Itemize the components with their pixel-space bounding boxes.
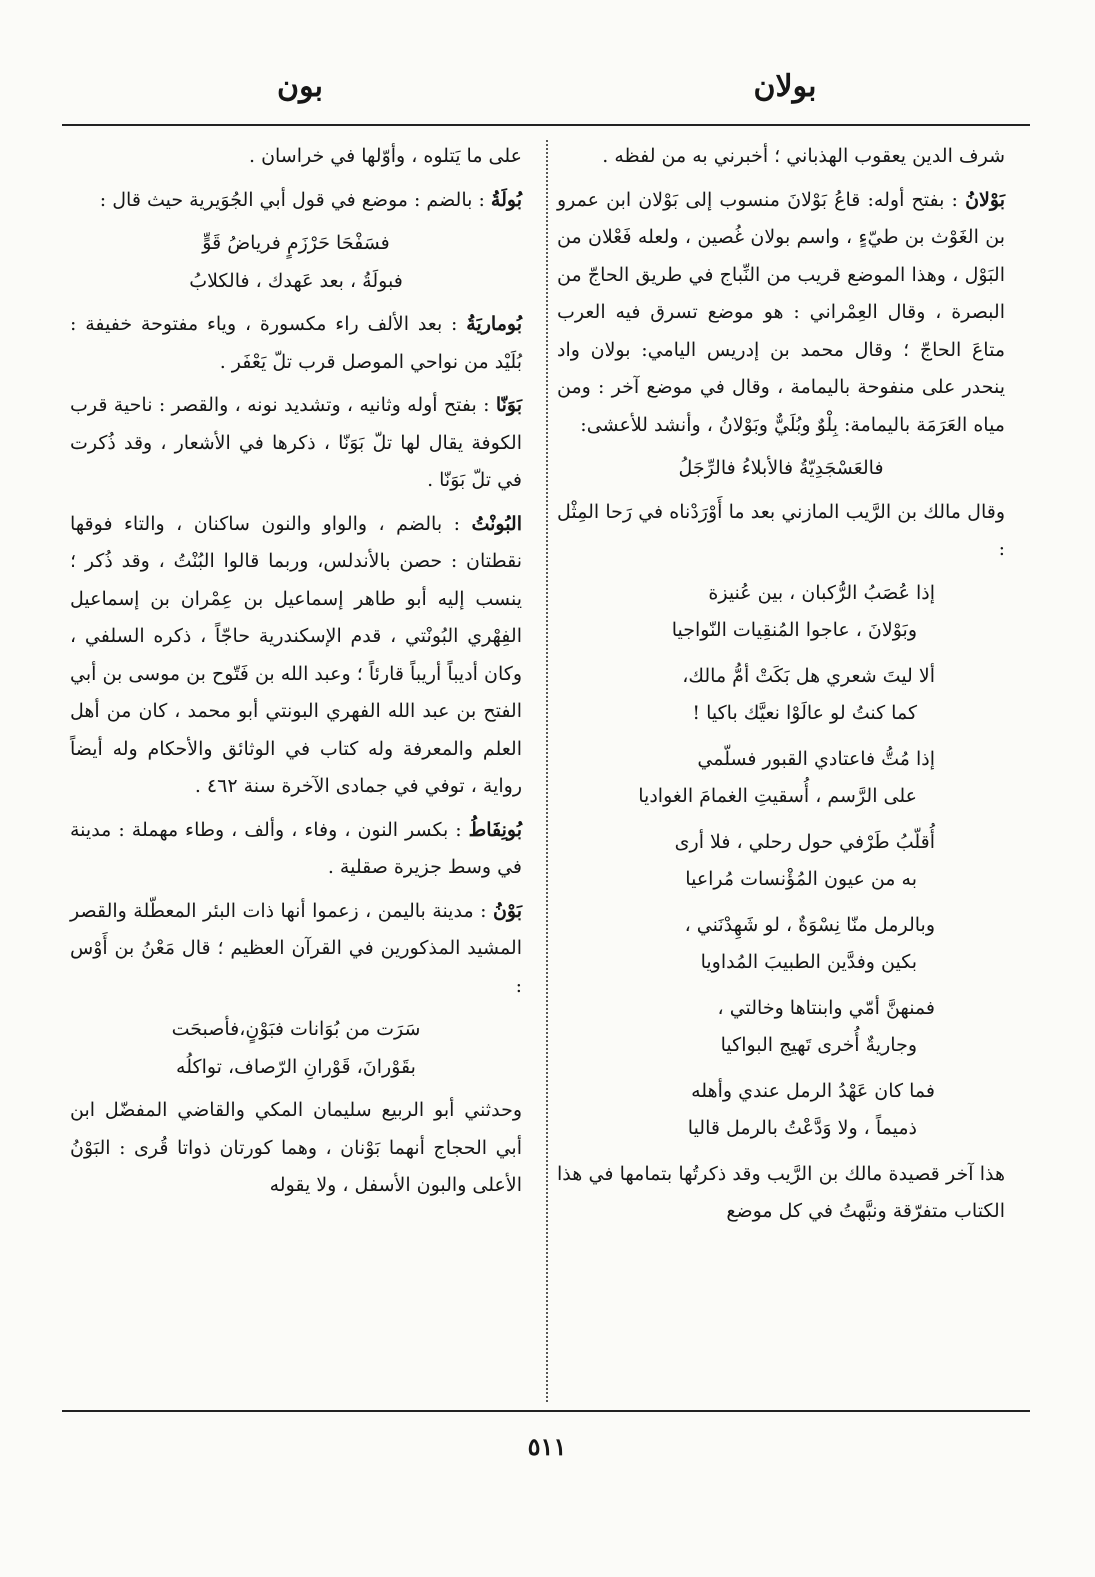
entry-text: : بعد الألف راء مكسورة ، وياء مفتوحة خفيفة : بُلَيْد من نواحي الموصل قرب تلّ يَعْفَر . <box>70 313 522 373</box>
poem-stanza <box>617 907 935 982</box>
verse-line: فالعَسْجَدِيّةُ فالأبلاءُ فالرِّجَلُ <box>678 457 884 479</box>
poem-line: وبَوْلانَ ، عاجوا المُنقِيات النّواجيا <box>671 619 917 641</box>
entry-headword: بُونِفَاطُ <box>468 818 522 841</box>
page-number: ٥١١ <box>527 1432 567 1461</box>
poem-stanza <box>617 990 935 1065</box>
poem-line: وبالرمل منّا نِسْوَةٌ ، لو شَهِدْنَني ، <box>684 913 935 936</box>
poem-stanza <box>617 1073 935 1148</box>
entry-bumariya <box>70 306 522 381</box>
poem-line: بكين وفدَّين الطبيبَ المُداويا <box>700 951 917 973</box>
paragraph: وقال مالك بن الرَّيب المازني بعد ما أَوْرَدْناه في رَحا المِثْل : <box>557 500 1005 560</box>
poem-line: إذا عُصَبُ الرُّكبان ، بين عُنيزة <box>708 581 935 604</box>
entry-bawn <box>70 893 522 1006</box>
poem-line: فمنهنَّ أمّي وابنتاها وخالتي ، <box>717 996 935 1019</box>
verse <box>70 1011 522 1086</box>
poem-stanza <box>617 741 935 816</box>
entry-headword: البُونْتُ <box>471 512 522 535</box>
entry-bunifat <box>70 812 522 887</box>
column-divider <box>546 140 548 1402</box>
entry-text: : بفتح أوله: قاعُ بَوْلانَ منسوب إلى بَوْلان ابن عمرو بن الغَوْث بن طيّءٍ ، واسم بولان غُصين ، ولعله فَعْلان من البَوْل ، وهذا الموضع قريب من النِّباج في طريق الحاجّ من البصرة ، وقال العِمْراني : هو موضع تسرق فيه العرب متاعَ الحاجّ ؛ وقال محمد بن إدريس اليامي: بولان واد ينحدر على منفوحة باليمامة ، وقال في موضع آخر : ومن مياه العَرَمَة باليمامة: بِلْوٌ وبُلَيٌّ وبَوْلانُ ، وأنشد للأعشى: <box>557 188 1005 436</box>
entry-bula <box>70 182 522 220</box>
poem-line: على الرَّسم ، أُسقيتِ الغمامَ الغواديا <box>638 785 917 807</box>
entry-text: : بالضم ، والواو والنون ساكنان ، والتاء فوقها نقطتان : حصن بالأندلس، وربما قالوا البُنْتُ ، وقد ذُكر ؛ ينسب إليه أبو طاهر إسماعيل بن عِمْران بن إسماعيل الفِهْري البُونْتي ، قدم الإسكندرية حاجّاً ، ذكره السلفي ، وكان أديباً أريباً قارئاً ؛ وعبد الله بن فَتّوح بن موسى بن أبي الفتح بن عبد الله الفهري البونتي أبو محمد ، كان من أهل العلم والمعرفة وله كتاب في الوثائق والأحكام وله أيضاً رواية ، توفي في جمادى الآخرة سنة ٤٦٢ . <box>70 512 522 797</box>
poem-stanza <box>617 575 935 650</box>
poem-line: وجاريةٌ أُخرى تَهيج البواكيا <box>720 1034 917 1056</box>
entry-text: : بفتح أوله وثانيه ، وتشديد نونه ، والقصر : ناحية قرب الكوفة يقال لها تلّ بَوَنّا ، ذكرها في الأشعار ، وقد ذُكرت في تلّ بَوَنّا . <box>70 394 522 491</box>
entry-albunt <box>70 506 522 806</box>
entry-bawanna <box>70 387 522 500</box>
running-header-left: بون <box>277 69 323 104</box>
verse <box>70 225 522 300</box>
entry-text: : مدينة باليمن ، زعموا أنها ذات البئر المعطّلة والقصر المشيد المذكورين في القرآن العظيم ؛ قال مَعْنُ بن أَوْس : <box>70 899 522 997</box>
running-header-right: بولان <box>753 69 817 104</box>
verse-line: بقَوْرانَ، قَوْرانِ الرّصاف، تواكلُه <box>176 1055 416 1078</box>
entry-text: : بالضم : موضع في قول أبي الجُوَيرية حيث قال : <box>99 188 491 211</box>
poem-line: فما كان عَهْدُ الرمل عندي وأهله <box>691 1079 935 1102</box>
left-column <box>70 138 522 1211</box>
poem-stanza <box>617 824 935 899</box>
entry-headword: بُولَةُ <box>490 188 522 211</box>
paragraph: شرف الدين يعقوب الهذباني ؛ أخبرني به من لفظه . <box>602 145 1005 167</box>
poem-line: ألا ليتَ شعري هل بَكَتْ أمُّ مالك، <box>682 664 935 687</box>
top-rule <box>62 124 1030 126</box>
paragraph: وحدثني أبو الربيع سليمان المكي والقاضي المفضّل ابن أبي الحجاج أنهما بَوْنان ، وهما كورتان ذواتا قُرى : البَوْنُ الأعلى والبون الأسفل ، ولا يقوله <box>70 1099 522 1196</box>
verse-line: فسَفْحَا حَرْزَمٍ فرياضُ قَوٍّ <box>202 232 390 254</box>
paragraph: هذا آخر قصيدة مالك بن الرَّيب وقد ذكرتُها بتمامها في هذا الكتاب متفرّقة ونبَّهتُ في كل موضع <box>557 1162 1005 1222</box>
poem-line: به من عيون المُؤْنسات مُراعيا <box>685 868 917 890</box>
entry-headword: بُوماريَةُ <box>466 313 522 335</box>
poem-line: كما كنتُ لو عالَوْا نعيَّك باكيا ! <box>692 702 917 724</box>
verse <box>557 450 1005 488</box>
right-column <box>557 138 1005 1237</box>
entry-text: : بكسر النون ، وفاء ، وألف ، وطاء مهملة : مدينة في وسط جزيرة صقلية . <box>70 818 522 878</box>
entry-bawlan <box>557 182 1005 445</box>
poem-line: ذميماً ، ولا وَدَّعْتُ بالرمل قاليا <box>687 1117 917 1139</box>
verse-line: سَرَت من بُوَانات فبَوْنٍ،فأصبحَت <box>171 1018 421 1040</box>
poem-line: أُقلّبُ طَرْفي حول رحلي ، فلا أرى <box>674 830 935 853</box>
bottom-rule <box>62 1410 1030 1412</box>
poem <box>557 575 1005 1148</box>
verse-line: فبولَةُ ، بعد عَهدك ، فالكلابُ <box>189 269 403 292</box>
entry-headword: بَوْنُ <box>492 899 522 922</box>
entry-headword: بَوَنّا <box>495 394 522 416</box>
entry-headword: بَوْلانُ <box>965 188 1005 211</box>
paragraph: على ما يَتلوه ، وأوّلها في خراسان . <box>248 145 522 167</box>
poem-line: إذا مُتُّ فاعتادي القبور فسلّمي <box>697 747 935 770</box>
poem-stanza <box>617 658 935 733</box>
